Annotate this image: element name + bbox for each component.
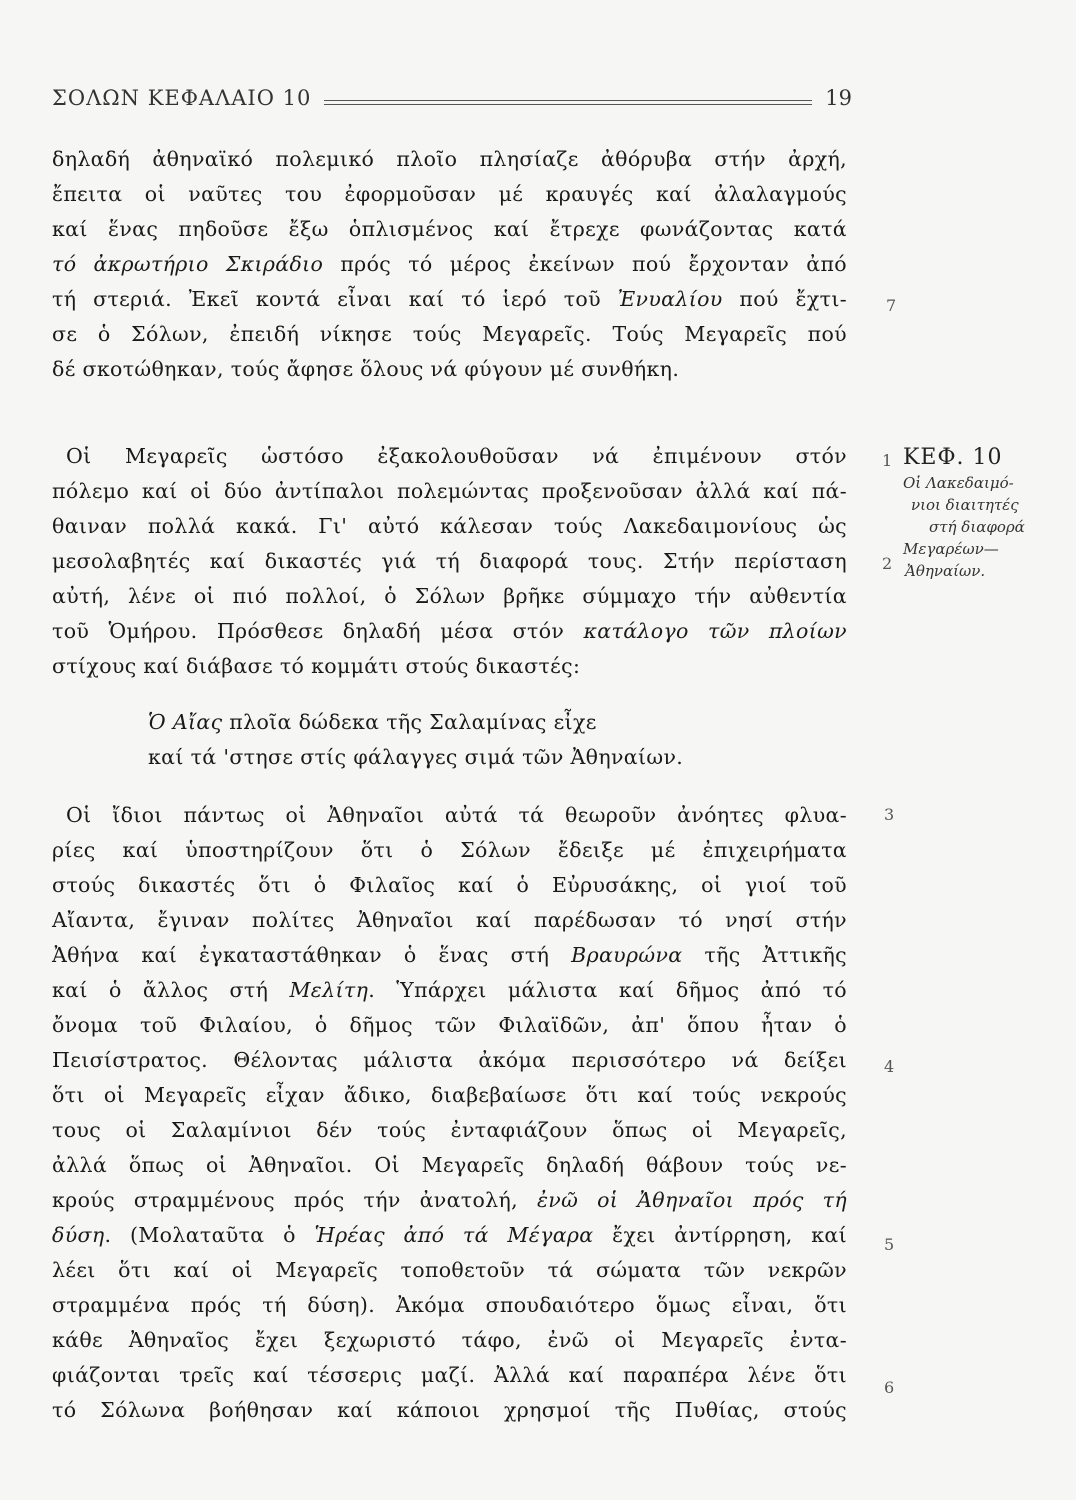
text-line	[52, 1358, 847, 1393]
paragraph-1	[52, 142, 847, 387]
text-line	[52, 973, 847, 1008]
text-line	[52, 1113, 847, 1148]
line-text: Αἴαντα, ἔγιναν πολίτες Ἀθηναῖοι καί παρέδωσαν τό νησί στήν	[52, 908, 847, 932]
line-text: στίχους καί διάβασε τό κομμάτι στούς δικαστές:	[52, 654, 581, 678]
line-segment: δύση	[52, 1223, 105, 1247]
line-text: στραμμένα πρός τή δύση). Ἀκόμα σπουδαιότερο ὅμως εἶναι, ὅτι	[52, 1293, 847, 1317]
text-line	[52, 614, 847, 649]
text-line	[52, 868, 847, 903]
line-text: φιάζονται τρεῖς καί τέσσερις μαζί. Ἀλλά καί παραπέρα λένε ὅτι	[52, 1363, 847, 1387]
text-line	[52, 1218, 847, 1253]
line-text: καί τά 'στησε στίς φάλαγγες σιμά τῶν Ἀθηναίων.	[148, 745, 684, 769]
line-text: ἀλλά ὅπως οἱ Ἀθηναῖοι. Οἱ Μεγαρεῖς δηλαδή θάβουν τούς νε-	[52, 1153, 847, 1177]
line-segment: Ὁ Αἴας	[148, 710, 223, 734]
line-text: ἔπειτα οἱ ναῦτες του ἐφορμοῦσαν μέ κραυγές καί ἀλαλαγμούς	[52, 182, 847, 206]
text-line	[52, 1008, 847, 1043]
paragraph-3	[52, 798, 847, 1428]
line-text: δηλαδή ἀθηναϊκό πολεμικό πλοῖο πλησίαζε ἀθόρυβα στήν ἀρχή,	[52, 147, 847, 171]
header-rule	[324, 100, 812, 105]
margin-number: 6	[884, 1378, 895, 1397]
sidenote-title: ΚΕΦ. 10	[903, 445, 1003, 470]
line-text: δέ σκοτώθηκαν, τούς ἄφησε ὅλους νά φύγουν μέ συνθήκη.	[52, 357, 680, 381]
text-line	[52, 142, 847, 177]
line-text: κάθε Ἀθηναῖος ἔχει ξεχωριστό τάφο, ἐνῶ οἱ Μεγαρεῖς ἐντα-	[52, 1328, 847, 1352]
text-line	[52, 177, 847, 212]
text-line	[52, 1078, 847, 1113]
line-text: πόλεμο καί οἱ δύο ἀντίπαλοι πολεμώντας προξενοῦσαν ἀλλά καί πά-	[52, 479, 847, 503]
text-line	[148, 739, 683, 774]
line-segment: Ἡρέας ἀπό τά Μέγαρα	[314, 1223, 594, 1247]
line-text: Πεισίστρατος. Θέλοντας μάλιστα ἀκόμα περισσότερο νά δείξει	[52, 1048, 847, 1072]
margin-number: 1	[882, 451, 893, 470]
running-title: ΣΟΛΩΝ ΚΕΦΑΛΑΙΟ 10	[52, 86, 312, 110]
line-text: στούς δικαστές ὅτι ὁ Φιλαῖος καί ὁ Εὐρυσάκης, οἱ γιοί τοῦ	[52, 873, 847, 897]
line-text: σε ὁ Σόλων, ἐπειδή νίκησε τούς Μεγαρεῖς. Τούς Μεγαρεῖς πού	[52, 322, 847, 346]
text-line	[52, 509, 847, 544]
text-line	[148, 704, 683, 739]
text-line	[52, 1043, 847, 1078]
line-segment: πρός τό μέρος ἐκείνων πού ἔρχονταν ἀπό	[323, 252, 847, 276]
margin-number: 7	[886, 296, 897, 315]
line-text: Οἱ Μεγαρεῖς ὡστόσο ἐξακολουθοῦσαν νά ἐπιμένουν στόν	[66, 444, 847, 468]
sidenote-line: Ἀθηναίων.	[905, 562, 986, 580]
text-line	[52, 903, 847, 938]
text-line	[52, 833, 847, 868]
text-line	[52, 1323, 847, 1358]
sidenote-line: στή διαφορά	[929, 518, 1025, 536]
line-segment: Βραυρώνα	[571, 943, 683, 967]
text-line	[52, 1393, 847, 1428]
text-line	[52, 317, 847, 352]
text-line	[52, 212, 847, 247]
text-line	[52, 282, 847, 317]
line-text: μεσολαβητές καί δικαστές γιά τή διαφορά τους. Στήν περίσταση	[52, 549, 847, 573]
line-segment: . (Μολαταῦτα ὁ	[104, 1223, 315, 1247]
page-number: 19	[825, 86, 852, 110]
text-line	[52, 544, 847, 579]
line-segment: πού ἔχτι-	[722, 287, 847, 311]
text-line	[52, 1148, 847, 1183]
line-segment: τῆς Ἀττικῆς	[682, 943, 847, 967]
line-segment: τοῦ Ὁμήρου. Πρόσθεσε δηλαδή μέσα στόν	[52, 619, 584, 643]
line-text: τους οἱ Σαλαμίνιοι δέν τούς ἐνταφιάζουν ὅπως οἱ Μεγαρεῖς,	[52, 1118, 847, 1142]
homer-quote	[148, 704, 683, 774]
paragraph-2	[52, 439, 847, 684]
line-segment: πλοῖα δώδεκα τῆς Σαλαμίνας εἶχε	[222, 710, 597, 734]
text-line	[52, 649, 847, 684]
line-text: τό Σόλωνα βοήθησαν καί κάποιοι χρησμοί τῆς Πυθίας, στούς	[52, 1398, 847, 1422]
text-line	[52, 474, 847, 509]
line-text: θαιναν πολλά κακά. Γι' αὐτό κάλεσαν τούς Λακεδαιμονίους ὡς	[52, 514, 847, 538]
text-line	[52, 352, 847, 387]
line-text: αὐτή, λένε οἱ πιό πολλοί, ὁ Σόλων βρῆκε σύμμαχο τήν αὐθεντία	[52, 584, 847, 608]
line-segment: Μελίτη	[289, 978, 369, 1002]
margin-number: 5	[884, 1235, 895, 1254]
text-line	[52, 1183, 847, 1218]
line-segment: κρούς στραμμένους πρός τήν ἀνατολή,	[52, 1188, 537, 1212]
line-segment: τή στεριά. Ἐκεῖ κοντά εἶναι καί τό ἱερό τοῦ	[52, 287, 618, 311]
sidenote-summary	[903, 472, 1043, 582]
text-line	[52, 938, 847, 973]
line-text: ὅτι οἱ Μεγαρεῖς εἶχαν ἄδικο, διαβεβαίωσε ὅτι καί τούς νεκρούς	[52, 1083, 847, 1107]
running-header	[52, 84, 852, 116]
line-segment: καί ὁ ἄλλος στή	[52, 978, 290, 1002]
text-line	[52, 247, 847, 282]
line-segment: τό ἀκρωτήριο Σκιράδιο	[52, 252, 324, 276]
line-segment: . Ὑπάρχει μάλιστα καί δῆμος ἀπό τό	[368, 978, 847, 1002]
line-text: ρίες καί ὑποστηρίζουν ὅτι ὁ Σόλων ἔδειξε μέ ἐπιχειρήματα	[52, 838, 847, 862]
margin-number: 2	[882, 554, 893, 573]
line-segment: Ἐνυαλίου	[617, 287, 723, 311]
chapter-sidenote	[903, 445, 1043, 582]
line-text: Οἱ ἴδιοι πάντως οἱ Ἀθηναῖοι αὐτά τά θεωροῦν ἀνόητες φλυα-	[66, 803, 847, 827]
line-segment: ἔχει ἀντίρρηση, καί	[593, 1223, 848, 1247]
line-text: λέει ὅτι καί οἱ Μεγαρεῖς τοποθετοῦν τά σώματα τῶν νεκρῶν	[52, 1258, 847, 1282]
text-line	[52, 1288, 847, 1323]
line-text: καί ἕνας πηδοῦσε ἔξω ὁπλισμένος καί ἔτρεχε φωνάζοντας κατά	[52, 217, 847, 241]
text-line	[52, 439, 847, 474]
sidenote-line: Οἱ Λακεδαιμό-	[903, 474, 1014, 492]
text-line	[52, 579, 847, 614]
text-line	[52, 798, 847, 833]
margin-number: 4	[884, 1057, 895, 1076]
line-segment: Ἀθήνα καί ἐγκαταστάθηκαν ὁ ἕνας στή	[52, 943, 572, 967]
margin-number: 3	[884, 805, 895, 824]
text-line	[52, 1253, 847, 1288]
sidenote-line: νιοι διαιτητές	[911, 496, 1019, 514]
line-text: ὄνομα τοῦ Φιλαίου, ὁ δῆμος τῶν Φιλαϊδῶν, ἀπ' ὅπου ἦταν ὁ	[52, 1013, 847, 1037]
line-segment: κατάλογο τῶν πλοίων	[583, 619, 847, 643]
line-segment: ἐνῶ οἱ Ἀθηναῖοι πρός τή	[536, 1188, 847, 1212]
sidenote-line: Μεγαρέων—	[903, 540, 999, 558]
